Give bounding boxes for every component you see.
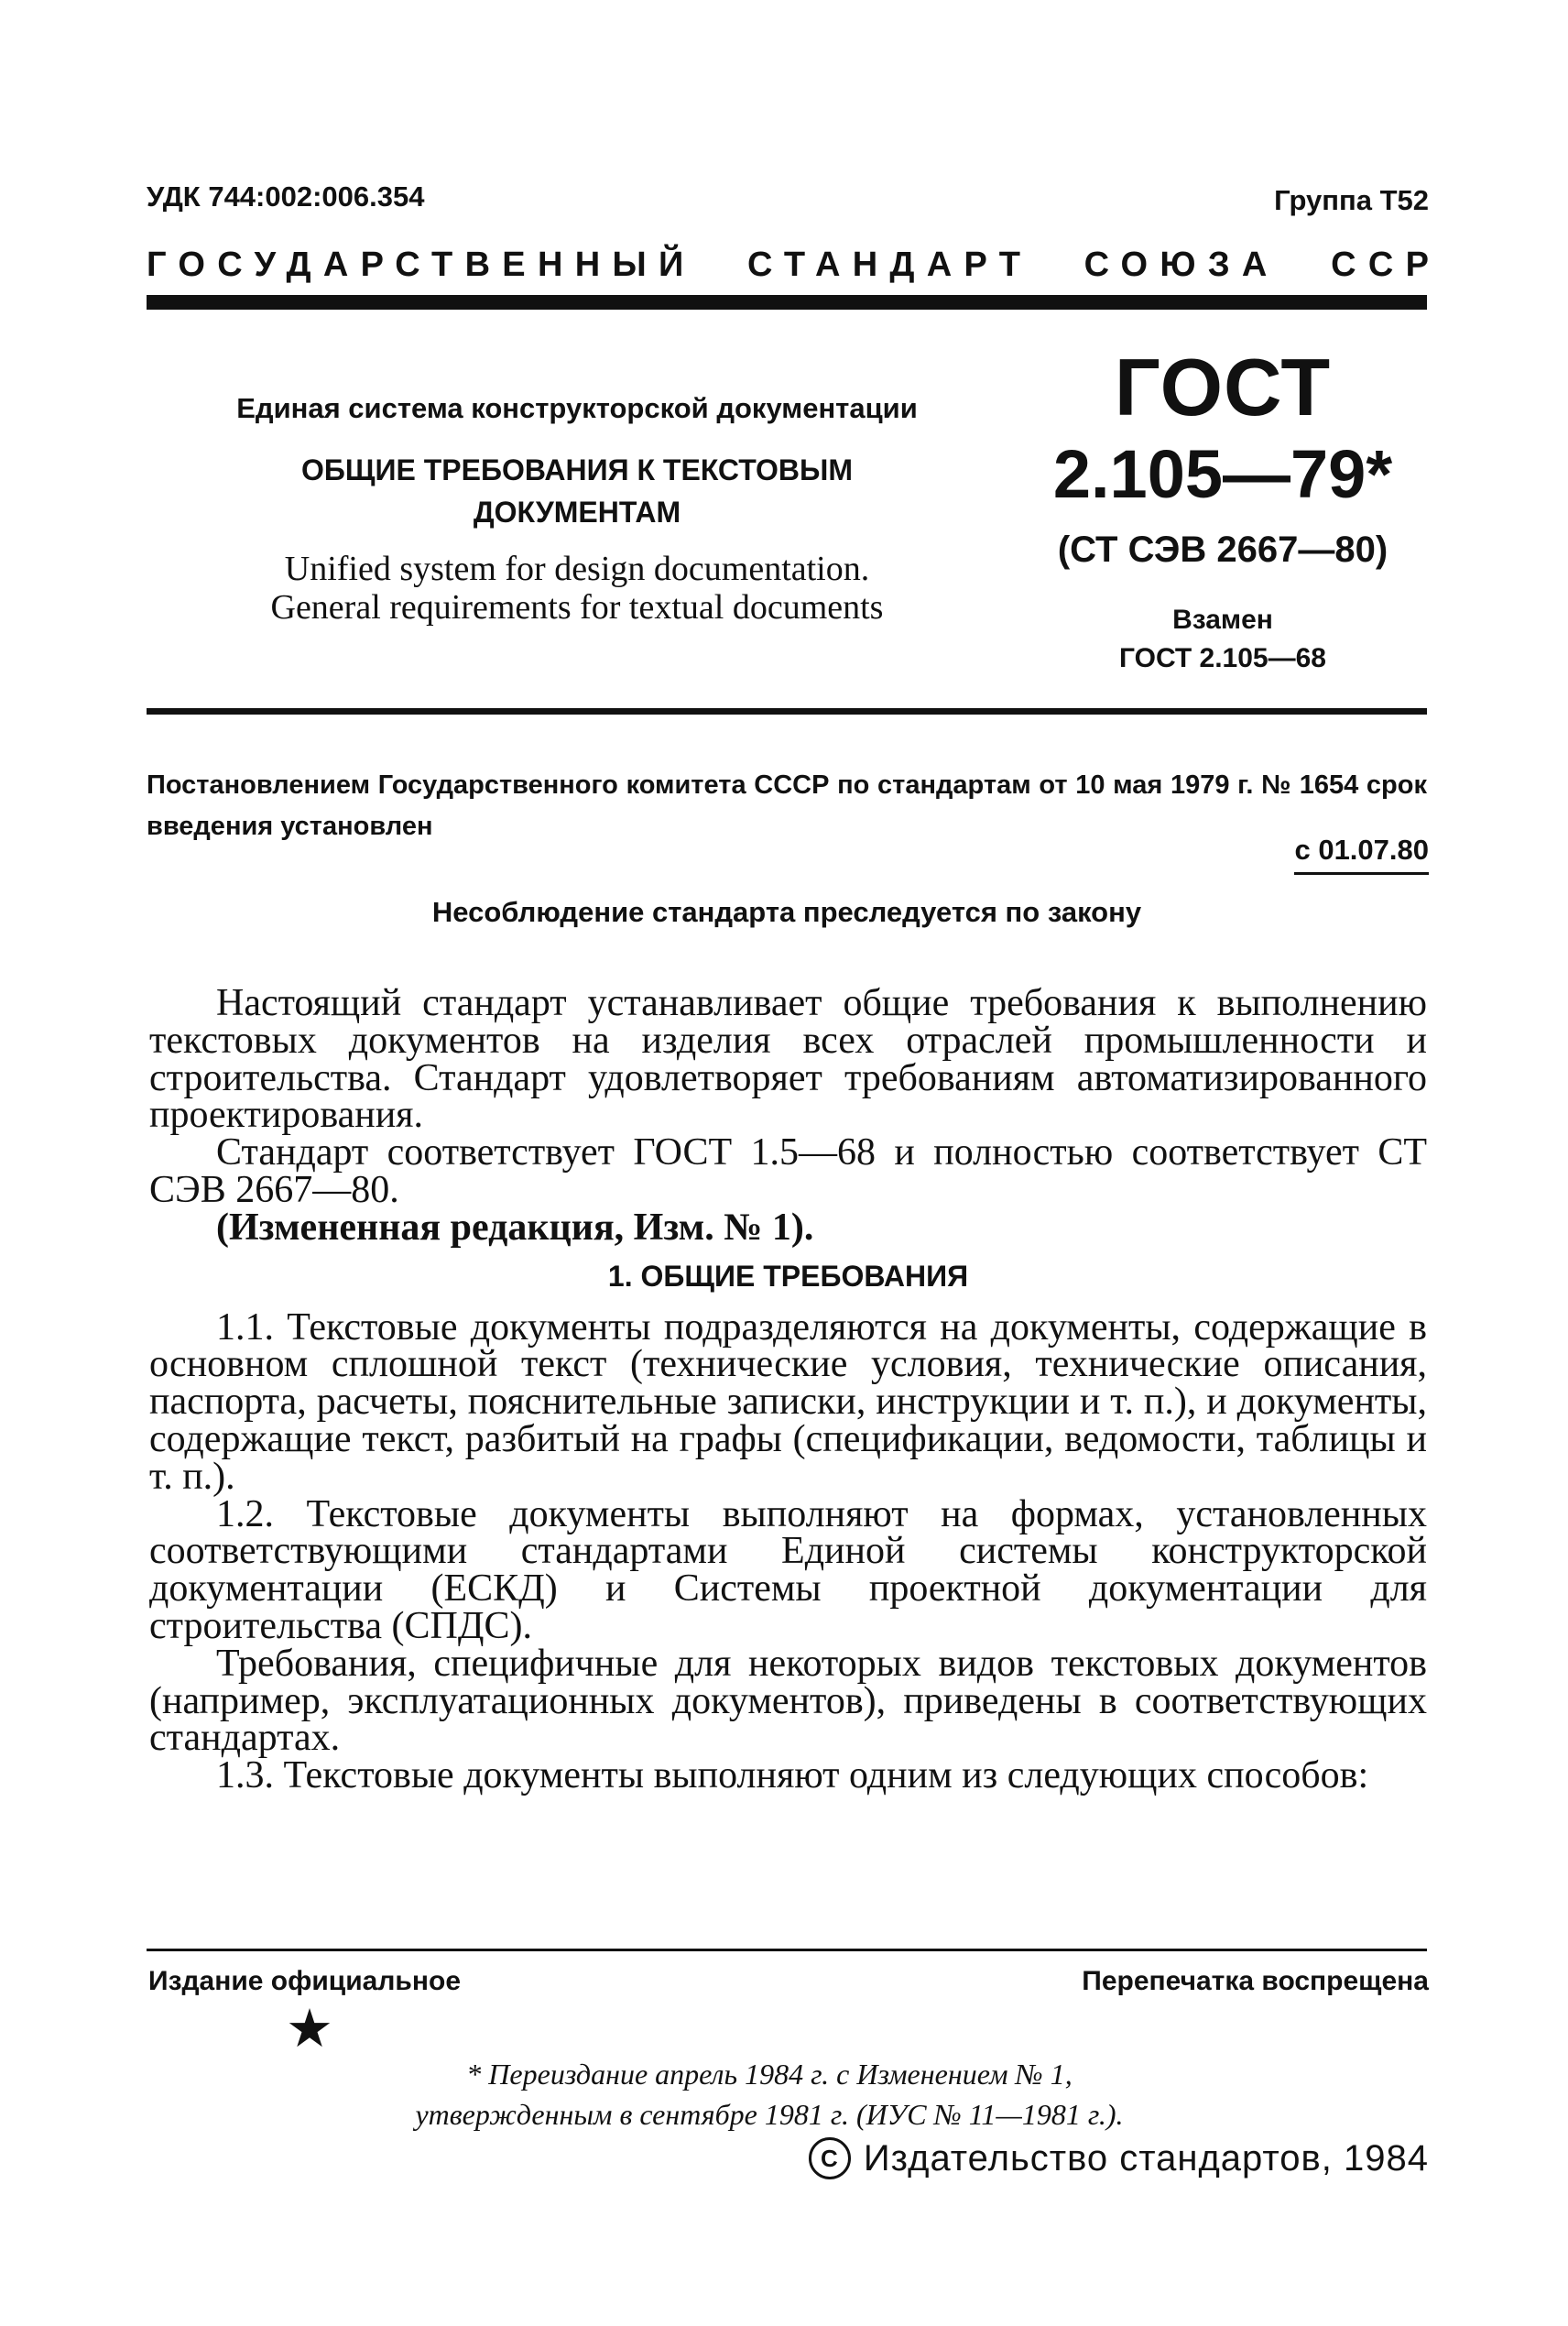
paragraph-1-1: 1.1. Текстовые документы подразделяются на документы, содержащие в основном сплошной текст (технические условия, технические описания, паспорта, расчеты, пояснительные записки, инструкции и т. п.), и документы, содержащие текст, разбитый на графы (спецификации, ведомости, таблицы и т. п.).	[149, 1305, 1427, 1498]
gost-label: ГОСТ	[1114, 342, 1332, 432]
official-edition: Издание официальное	[148, 1966, 462, 1996]
standard-title	[174, 449, 980, 533]
title-word-1: ГОСУДАРСТВЕННЫЙ	[147, 246, 696, 284]
title-word-3: СОЮЗА	[1083, 246, 1279, 284]
standard-title-line-2: ДОКУМЕНТАМ	[473, 496, 681, 529]
standard-title-line-1: ОБЩИЕ ТРЕБОВАНИЯ К ТЕКСТОВЫМ	[301, 453, 853, 486]
publisher-copyright	[809, 2137, 1429, 2179]
st-sev-number: (СТ СЭВ 2667—80)	[1057, 530, 1388, 570]
paragraph-1-3: 1.3. Текстовые документы выполняют одним из следующих способов:	[216, 1754, 1369, 1797]
state-standard-title	[147, 246, 1442, 285]
amendment-note: (Измененная редакция, Изм. № 1).	[216, 1206, 814, 1249]
title-block-rule	[147, 708, 1427, 715]
gost-number: 2.105—79*	[1052, 436, 1393, 512]
body-text	[149, 982, 1427, 1797]
reissue-note	[311, 2054, 1227, 2135]
title-word-4: ССР	[1331, 246, 1442, 284]
english-title	[174, 550, 980, 627]
replaces-gost: ГОСТ 2.105—68	[1119, 643, 1326, 673]
replaces-label: Взамен	[1172, 605, 1273, 635]
group-code: Группа Т52	[1274, 184, 1429, 216]
section-heading: 1. ОБЩИЕ ТРЕБОВАНИЯ	[607, 1259, 969, 1293]
penalty-notice: Несоблюдение стандарта преследуется по закону	[431, 896, 1142, 928]
introduction-date: с 01.07.80	[1294, 834, 1429, 875]
decree-text: Постановлением Государственного комитета СССР по стандартам от 10 мая 1979 г. № 1654 срок введения установлен	[147, 770, 1427, 841]
paragraph-1-2: 1.2. Текстовые документы выполняют на формах, установленных соответствующими стандартами Единой системы конструкторской документации (ЕСКД) и Системы проектной документации для строительства (СПДС).	[149, 1492, 1427, 1647]
title-word-2: СТАНДАРТ	[747, 246, 1033, 284]
footer-rule	[147, 1949, 1427, 1951]
udk-code: УДК 744:002:006.354	[147, 180, 425, 213]
english-title-line-1: Unified system for design documentation.	[284, 550, 870, 588]
publisher-name: Издательство стандартов, 1984	[863, 2138, 1429, 2179]
reissue-line-2: утвержденным в сентябре 1981 г. (ИУС № 11—1981 г.).	[415, 2098, 1124, 2131]
paragraph-intro: Настоящий стандарт устанавливает общие требования к выполнению текстовых документов на изделия всех отраслей промышленности и строительства. Стандарт удовлетворяет требованиям автоматизированного проектирования.	[149, 982, 1427, 1137]
header-rule	[147, 295, 1427, 310]
replaces-block	[1017, 601, 1429, 678]
copyright-icon: C	[809, 2137, 851, 2179]
reprint-prohibited: Перепечатка воспрещена	[1082, 1966, 1429, 1996]
star-icon: ★	[286, 1999, 333, 2058]
english-title-line-2: General requirements for textual documents	[270, 588, 884, 627]
system-name: Единая система конструкторской документации	[236, 392, 918, 424]
paragraph-conformity: Стандарт соответствует ГОСТ 1.5—68 и полностью соответствует СТ СЭВ 2667—80.	[149, 1131, 1427, 1211]
reissue-line-1: * Переиздание апрель 1984 г. с Изменением № 1,	[466, 2058, 1073, 2091]
paragraph-specific-requirements: Требования, специфичные для некоторых видов текстовых документов (например, эксплуатационных документов), приведены в соответствующих стандартах.	[149, 1642, 1427, 1760]
